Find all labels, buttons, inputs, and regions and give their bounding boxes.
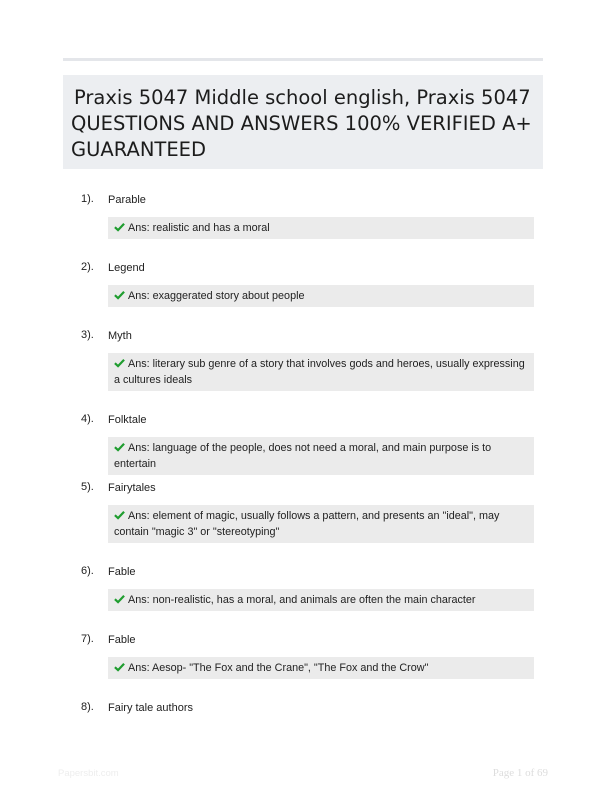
document-title-box (63, 75, 543, 169)
question-number: 4). (81, 413, 94, 425)
check-mark-icon (114, 594, 125, 604)
footer-watermark: Papersbit.com (58, 768, 119, 779)
title-line-1: Praxis 5047 Middle school english, Praxis 5047 (74, 86, 531, 109)
question-number: 1). (81, 193, 94, 205)
question-text: Folktale (108, 414, 147, 426)
question-text: Fable (108, 634, 136, 646)
answer-box (108, 437, 534, 475)
check-mark-icon (114, 358, 125, 368)
top-divider (63, 58, 543, 61)
answer-box (108, 505, 534, 543)
question-text: Fairytales (108, 482, 156, 494)
check-mark-icon (114, 290, 125, 300)
answer-text: Ans: realistic and has a moral (128, 222, 270, 234)
question-text: Parable (108, 194, 146, 206)
question-number: 2). (81, 261, 94, 273)
answer-box (108, 353, 534, 391)
check-mark-icon (114, 510, 125, 520)
question-text: Myth (108, 330, 132, 342)
document-title (71, 85, 533, 163)
check-mark-icon (114, 662, 125, 672)
answer-box (108, 285, 534, 307)
question-text: Legend (108, 262, 145, 274)
answer-text: Ans: language of the people, does not need a moral, and main purpose is to entertain (114, 442, 492, 470)
answer-text: Ans: exaggerated story about people (128, 290, 305, 302)
page-number: Page 1 of 69 (492, 767, 548, 779)
question-text: Fairy tale authors (108, 702, 193, 714)
answer-text: Ans: Aesop- "The Fox and the Crane", "The Fox and the Crow" (128, 662, 429, 674)
question-number: 7). (81, 633, 94, 645)
question-number: 6). (81, 565, 94, 577)
question-number: 3). (81, 329, 94, 341)
check-mark-icon (114, 222, 125, 232)
answer-text: Ans: non-realistic, has a moral, and animals are often the main character (128, 594, 476, 606)
question-number: 8). (81, 701, 94, 713)
title-line-3: GUARANTEED (71, 138, 206, 161)
answer-box (108, 217, 534, 239)
question-text: Fable (108, 566, 136, 578)
answer-text: Ans: element of magic, usually follows a pattern, and presents an "ideal", may contain "magic 3" or "stereotyping" (114, 510, 500, 538)
check-mark-icon (114, 442, 125, 452)
title-line-2: QUESTIONS AND ANSWERS 100% VERIFIED A+ (71, 112, 532, 135)
question-number: 5). (81, 481, 94, 493)
answer-box (108, 657, 534, 679)
answer-box (108, 589, 534, 611)
answer-text: Ans: literary sub genre of a story that involves gods and heroes, usually expressing a cultures ideals (114, 358, 525, 386)
